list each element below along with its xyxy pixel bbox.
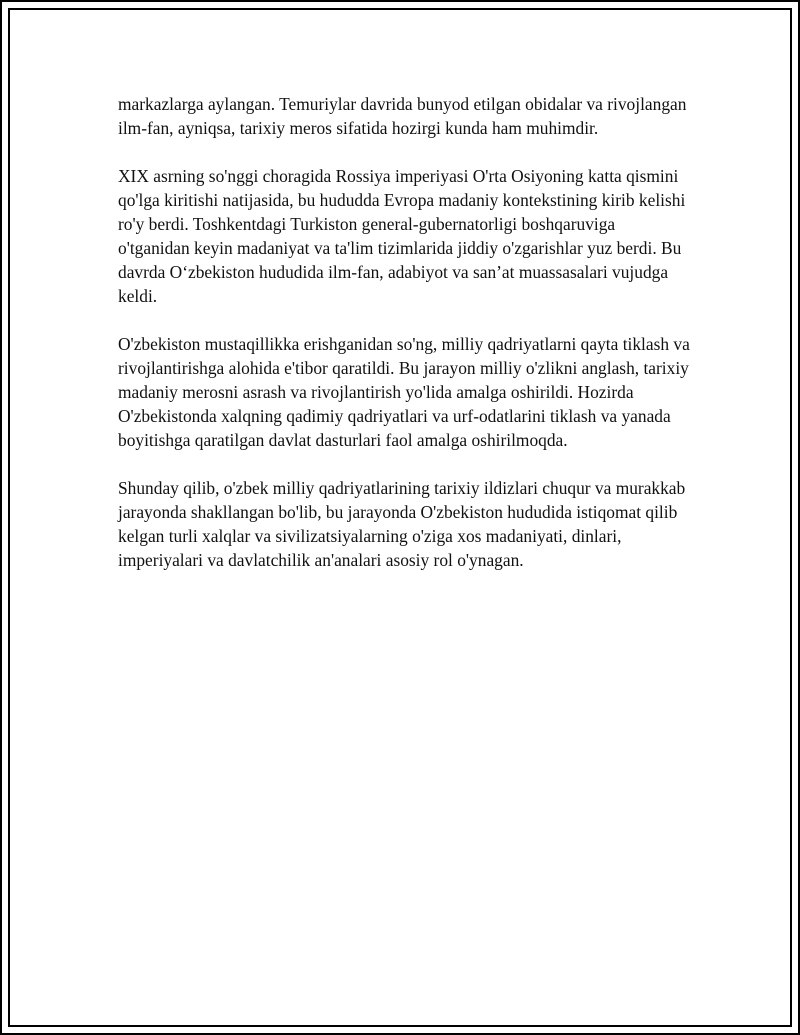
paragraph: Shunday qilib, o'zbek milliy qadriyatlarining tarixiy ildizlari chuqur va murakkab jarayonda shakllangan bo'lib, bu jarayonda O'zbekiston hududida istiqomat qilib kelgan turli xalqlar va sivilizatsiyalarning o'ziga xos madaniyati, dinlari, imperiyalari va davlatchilik an'analari asosiy rol o'ynagan.	[118, 478, 686, 570]
paragraph: XIX asrning so'nggi choragida Rossiya imperiyasi O'rta Osiyoning katta qismini qo'lga kiritishi natijasida, bu hududda Evropa madaniy kontekstining kirib kelishi ro'y berdi. Toshkentdagi Turkiston general-gubernatorligi boshqaruviga o'tganidan keyin madaniyat va ta'lim tizimlarida jiddiy o'zgarishlar yuz berdi. Bu davrda O‘zbekiston hududida ilm-fan, adabiyot va san’at muassasalari vujudga keldi.	[118, 166, 686, 306]
paragraph: markazlarga aylangan. Temuriylar davrida bunyod etilgan obidalar va rivojlangan ilm-fan, ayniqsa, tarixiy meros sifatida hozirgi kunda ham muhimdir.	[118, 94, 687, 138]
paragraph: O'zbekiston mustaqillikka erishganidan so'ng, milliy qadriyatlarni qayta tiklash va rivojlantirishga alohida e'tibor qaratildi. Bu jarayon milliy o'zlikni anglash, tarixiy madaniy merosni asrash va rivojlantirish yo'lida amalga oshirildi. Hozirda O'zbekistonda xalqning qadimiy qadriyatlari va urf-odatlarini tiklash va yanada boyitishga qaratilgan davlat dasturlari faol amalga oshirilmoqda.	[118, 334, 690, 450]
document-body	[118, 92, 690, 596]
